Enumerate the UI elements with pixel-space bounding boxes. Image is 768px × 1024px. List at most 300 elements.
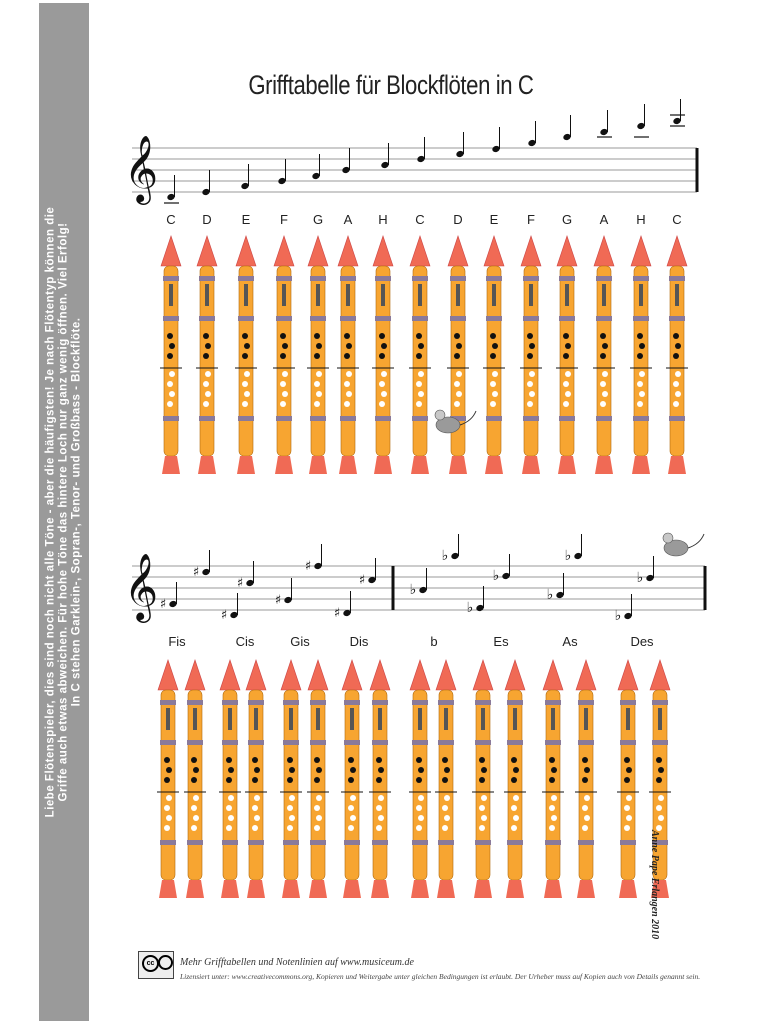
flute-ring	[375, 316, 391, 321]
tone-hole	[511, 825, 517, 831]
tone-hole	[673, 401, 679, 407]
flute-ring	[248, 700, 264, 705]
recorder-flute	[504, 660, 526, 898]
tone-hole	[346, 343, 352, 349]
recorder-flute	[273, 236, 295, 474]
flute-ring	[276, 276, 292, 281]
flute-ring	[578, 700, 594, 705]
note	[455, 132, 464, 158]
flute-window	[228, 708, 232, 730]
tone-hole	[205, 343, 211, 349]
flute-window	[350, 708, 354, 730]
flute-window	[565, 284, 569, 306]
tone-hole	[254, 795, 260, 801]
tone-hole	[416, 777, 422, 783]
flute-foot	[237, 456, 255, 474]
flute-ring	[620, 700, 636, 705]
author-credit: Anne Pape Erlangen 2010	[649, 830, 660, 940]
tone-hole	[203, 333, 209, 339]
flute-ring	[238, 316, 254, 321]
flute-ring	[633, 276, 649, 281]
tone-hole	[551, 815, 557, 821]
tone-hole	[167, 333, 173, 339]
tone-hole	[193, 815, 199, 821]
tone-hole	[346, 371, 352, 377]
note	[493, 554, 511, 584]
tone-hole	[203, 401, 209, 407]
flute-head	[281, 660, 301, 690]
tone-hole	[287, 825, 293, 831]
flute-ring	[163, 416, 179, 421]
flute-window	[675, 284, 679, 306]
tone-hole	[164, 777, 170, 783]
tone-hole	[490, 401, 496, 407]
recorder-flute	[160, 236, 182, 474]
flute-foot	[411, 880, 429, 898]
tone-hole	[418, 343, 424, 349]
tone-hole	[563, 381, 569, 387]
tone-hole	[287, 757, 293, 763]
flat-sign: ♭	[409, 582, 417, 598]
tone-hole	[193, 767, 199, 773]
flute-ring	[438, 840, 454, 845]
side-note-line-2: Griffe auch etwas abweichen. Für hohe Töne das hintere Loch nur ganz wenig öffnen. Viel Erfolg!	[57, 222, 70, 802]
tone-hole	[675, 371, 681, 377]
flute-foot	[247, 880, 265, 898]
tone-hole	[314, 353, 320, 359]
tone-hole	[490, 353, 496, 359]
tone-hole	[442, 777, 448, 783]
flute-ring	[412, 840, 428, 845]
flute-ring	[375, 416, 391, 421]
flute-ring	[310, 416, 326, 421]
flute-window	[513, 708, 517, 730]
flute-ring	[283, 700, 299, 705]
note	[201, 170, 210, 196]
flute-ring	[248, 840, 264, 845]
recorder-flute	[593, 236, 615, 474]
flute-head	[436, 660, 456, 690]
tone-hole	[563, 401, 569, 407]
flute-window	[481, 708, 485, 730]
tone-hole	[254, 767, 260, 773]
flute-window	[658, 708, 662, 730]
tone-hole	[282, 371, 288, 377]
note	[637, 556, 655, 586]
tone-hole	[513, 795, 519, 801]
tone-hole	[203, 381, 209, 387]
flute-foot	[275, 456, 293, 474]
tone-hole	[316, 391, 322, 397]
staff-row-2	[132, 566, 705, 610]
flat-sign: ♭	[636, 570, 644, 586]
tone-hole	[658, 767, 664, 773]
tone-hole	[626, 795, 632, 801]
tone-hole	[416, 805, 422, 811]
flute-ring	[486, 276, 502, 281]
tone-hole	[565, 343, 571, 349]
tone-hole	[167, 353, 173, 359]
flute-ring	[545, 840, 561, 845]
flute-ring	[633, 316, 649, 321]
tone-hole	[164, 825, 170, 831]
flute-window	[316, 284, 320, 306]
tone-hole	[344, 381, 350, 387]
tone-hole	[479, 825, 485, 831]
sharp-sign: ♯	[333, 606, 341, 621]
note	[160, 582, 178, 612]
flute-ring	[523, 416, 539, 421]
flute-ring	[238, 276, 254, 281]
flute-ring	[450, 316, 466, 321]
flute-ring	[596, 276, 612, 281]
tone-hole	[582, 777, 588, 783]
tone-hole	[416, 401, 422, 407]
flute-foot	[474, 880, 492, 898]
note-label: Des	[630, 634, 654, 649]
flat-sign: ♭	[614, 608, 622, 624]
tone-hole	[205, 391, 211, 397]
note-label: G	[561, 212, 573, 227]
note-label: D	[453, 212, 463, 227]
tone-hole	[228, 767, 234, 773]
tone-hole	[584, 767, 590, 773]
tone-hole	[624, 805, 630, 811]
tone-hole	[244, 343, 250, 349]
tone-hole	[316, 815, 322, 821]
flute-window	[444, 708, 448, 730]
note-label: Dis	[349, 634, 369, 649]
flute-window	[193, 708, 197, 730]
recorder-flute	[435, 660, 457, 898]
flute-ring	[340, 316, 356, 321]
tone-hole	[381, 391, 387, 397]
flute-foot	[343, 880, 361, 898]
tone-hole	[582, 757, 588, 763]
tone-hole	[444, 795, 450, 801]
tone-hole	[169, 343, 175, 349]
staff-row-1	[132, 148, 697, 192]
sharp-sign: ♯	[236, 576, 244, 591]
tone-hole	[416, 825, 422, 831]
flute-window	[169, 284, 173, 306]
recorder-flute	[219, 660, 241, 898]
tone-hole	[242, 401, 248, 407]
tone-hole	[289, 795, 295, 801]
flute-foot	[558, 456, 576, 474]
flute-head	[557, 236, 577, 266]
tone-hole	[549, 805, 555, 811]
footer-link-text[interactable]: Mehr Grifftabellen und Notenlinien auf www.musiceum.de	[180, 957, 414, 968]
treble-clef-icon: 𝄞	[123, 552, 159, 621]
tone-hole	[624, 777, 630, 783]
flute-window	[418, 708, 422, 730]
tone-hole	[378, 767, 384, 773]
flute-ring	[340, 276, 356, 281]
tone-hole	[529, 371, 535, 377]
flute-ring	[475, 700, 491, 705]
tone-hole	[376, 757, 382, 763]
tone-hole	[191, 825, 197, 831]
note	[562, 115, 571, 141]
flute-head	[373, 236, 393, 266]
tone-hole	[626, 767, 632, 773]
tone-hole	[637, 381, 643, 387]
tone-hole	[418, 815, 424, 821]
tone-hole	[454, 401, 460, 407]
tone-hole	[381, 343, 387, 349]
tone-hole	[637, 401, 643, 407]
tone-hole	[191, 777, 197, 783]
flute-head	[338, 236, 358, 266]
flute-ring	[412, 700, 428, 705]
tone-hole	[316, 767, 322, 773]
cc-license-icon[interactable]	[138, 951, 174, 979]
tone-hole	[418, 795, 424, 801]
flute-window	[602, 284, 606, 306]
tone-hole	[675, 391, 681, 397]
tone-hole	[563, 333, 569, 339]
flute-ring	[160, 740, 176, 745]
flat-sign: ♭	[466, 600, 474, 616]
flute-window	[639, 284, 643, 306]
flute-ring	[276, 416, 292, 421]
tone-hole	[527, 401, 533, 407]
note	[410, 568, 428, 598]
note	[380, 143, 389, 169]
flute-ring	[187, 740, 203, 745]
tone-hole	[418, 391, 424, 397]
sharp-sign: ♯	[304, 559, 312, 574]
tone-hole	[511, 777, 517, 783]
recorder-flute	[235, 236, 257, 474]
tone-hole	[350, 815, 356, 821]
flute-ring	[276, 316, 292, 321]
flute-window	[316, 708, 320, 730]
flute-foot	[282, 880, 300, 898]
flute-ring	[163, 316, 179, 321]
note-label: Fis	[168, 634, 186, 649]
tone-hole	[479, 777, 485, 783]
tone-hole	[164, 757, 170, 763]
flute-ring	[475, 840, 491, 845]
tone-hole	[226, 805, 232, 811]
tone-hole	[582, 825, 588, 831]
recorder-flute	[575, 660, 597, 898]
tone-hole	[602, 343, 608, 349]
flute-ring	[283, 740, 299, 745]
tone-hole	[350, 795, 356, 801]
flute-foot	[437, 880, 455, 898]
note-label: D	[202, 212, 212, 227]
recorder-flute	[666, 236, 688, 474]
note-label: F	[527, 212, 535, 227]
tone-hole	[418, 767, 424, 773]
flute-ring	[412, 276, 428, 281]
flute-head	[505, 660, 525, 690]
recorder-flute	[245, 660, 267, 898]
tone-hole	[379, 333, 385, 339]
flute-window	[584, 708, 588, 730]
flute-head	[650, 660, 670, 690]
tone-hole	[280, 381, 286, 387]
tone-hole	[314, 825, 320, 831]
flute-ring	[310, 740, 326, 745]
flute-ring	[344, 700, 360, 705]
tone-hole	[626, 815, 632, 821]
tone-hole	[442, 825, 448, 831]
note-label: Gis	[290, 634, 310, 649]
flute-ring	[596, 316, 612, 321]
flute-window	[418, 284, 422, 306]
side-note-line-3: In C stehen Garklein-, Sopran-, Tenor- und Großbass - Blockflöte.	[70, 317, 83, 707]
tone-hole	[314, 333, 320, 339]
flute-head	[410, 660, 430, 690]
note	[359, 558, 377, 588]
note	[416, 137, 425, 163]
flute-window	[346, 284, 350, 306]
flute-ring	[310, 700, 326, 705]
flute-ring	[507, 840, 523, 845]
tone-hole	[639, 343, 645, 349]
tone-hole	[416, 353, 422, 359]
flute-head	[236, 236, 256, 266]
flute-ring	[523, 276, 539, 281]
tone-hole	[242, 353, 248, 359]
tone-hole	[350, 767, 356, 773]
tone-hole	[379, 401, 385, 407]
mouse-tail	[688, 534, 704, 548]
flute-ring	[340, 416, 356, 421]
flute-window	[626, 708, 630, 730]
tone-hole	[442, 757, 448, 763]
flute-foot	[198, 456, 216, 474]
tone-hole	[348, 825, 354, 831]
tone-hole	[418, 371, 424, 377]
tone-hole	[673, 333, 679, 339]
tone-hole	[344, 333, 350, 339]
tone-hole	[602, 391, 608, 397]
recorder-flute	[307, 236, 329, 474]
flute-window	[551, 708, 555, 730]
flute-ring	[310, 316, 326, 321]
tone-hole	[637, 353, 643, 359]
tone-hole	[316, 795, 322, 801]
flute-ring	[222, 700, 238, 705]
flute-foot	[186, 880, 204, 898]
note	[491, 127, 500, 153]
note-label: E	[489, 212, 499, 227]
flute-ring	[160, 700, 176, 705]
tone-hole	[314, 401, 320, 407]
tone-hole	[314, 805, 320, 811]
treble-clef-icon: 𝄞	[123, 134, 159, 203]
tone-hole	[244, 391, 250, 397]
note	[240, 164, 249, 190]
flute-ring	[199, 416, 215, 421]
tone-hole	[316, 371, 322, 377]
flute-ring	[475, 740, 491, 745]
flute-ring	[559, 276, 575, 281]
tone-hole	[513, 815, 519, 821]
flute-ring	[578, 840, 594, 845]
tone-hole	[656, 757, 662, 763]
flute-head	[618, 660, 638, 690]
tone-hole	[287, 777, 293, 783]
tone-hole	[344, 401, 350, 407]
flute-ring	[199, 316, 215, 321]
note	[442, 534, 460, 564]
tone-hole	[416, 381, 422, 387]
flute-ring	[438, 700, 454, 705]
note-label: G	[312, 212, 324, 227]
note	[221, 593, 239, 623]
tone-hole	[166, 815, 172, 821]
flat-sign: ♭	[441, 548, 449, 564]
flute-foot	[577, 880, 595, 898]
flute-foot	[485, 456, 503, 474]
tone-hole	[191, 805, 197, 811]
tone-hole	[444, 815, 450, 821]
tone-hole	[511, 805, 517, 811]
flute-ring	[372, 840, 388, 845]
recorder-flute	[196, 236, 218, 474]
tone-hole	[287, 805, 293, 811]
note	[467, 586, 485, 616]
flute-window	[378, 708, 382, 730]
flute-window	[205, 284, 209, 306]
flute-ring	[652, 700, 668, 705]
tone-hole	[656, 805, 662, 811]
tone-hole	[673, 381, 679, 387]
tone-hole	[416, 333, 422, 339]
tone-hole	[379, 381, 385, 387]
tone-hole	[169, 391, 175, 397]
sharp-sign: ♯	[192, 565, 200, 580]
flute-ring	[344, 840, 360, 845]
flute-foot	[506, 880, 524, 898]
tone-hole	[492, 343, 498, 349]
mouse-icon	[663, 533, 704, 556]
tone-hole	[242, 381, 248, 387]
tone-hole	[228, 795, 234, 801]
tone-hole	[600, 353, 606, 359]
recorder-flute	[369, 660, 391, 898]
flute-ring	[372, 700, 388, 705]
tone-hole	[444, 767, 450, 773]
tone-hole	[454, 381, 460, 387]
tone-hole	[551, 795, 557, 801]
note	[193, 550, 211, 580]
tone-hole	[205, 371, 211, 377]
recorder-flute	[542, 660, 564, 898]
sharp-sign: ♯	[358, 573, 366, 588]
flute-foot	[632, 456, 650, 474]
note-label: F	[280, 212, 288, 227]
note	[565, 534, 583, 564]
flute-foot	[371, 880, 389, 898]
tone-hole	[348, 805, 354, 811]
note	[277, 159, 286, 185]
flute-head	[410, 236, 430, 266]
flute-window	[456, 284, 460, 306]
flute-head	[308, 660, 328, 690]
tone-hole	[164, 805, 170, 811]
tone-hole	[280, 401, 286, 407]
note-label: H	[378, 212, 388, 227]
tone-hole	[169, 371, 175, 377]
note	[164, 175, 179, 203]
